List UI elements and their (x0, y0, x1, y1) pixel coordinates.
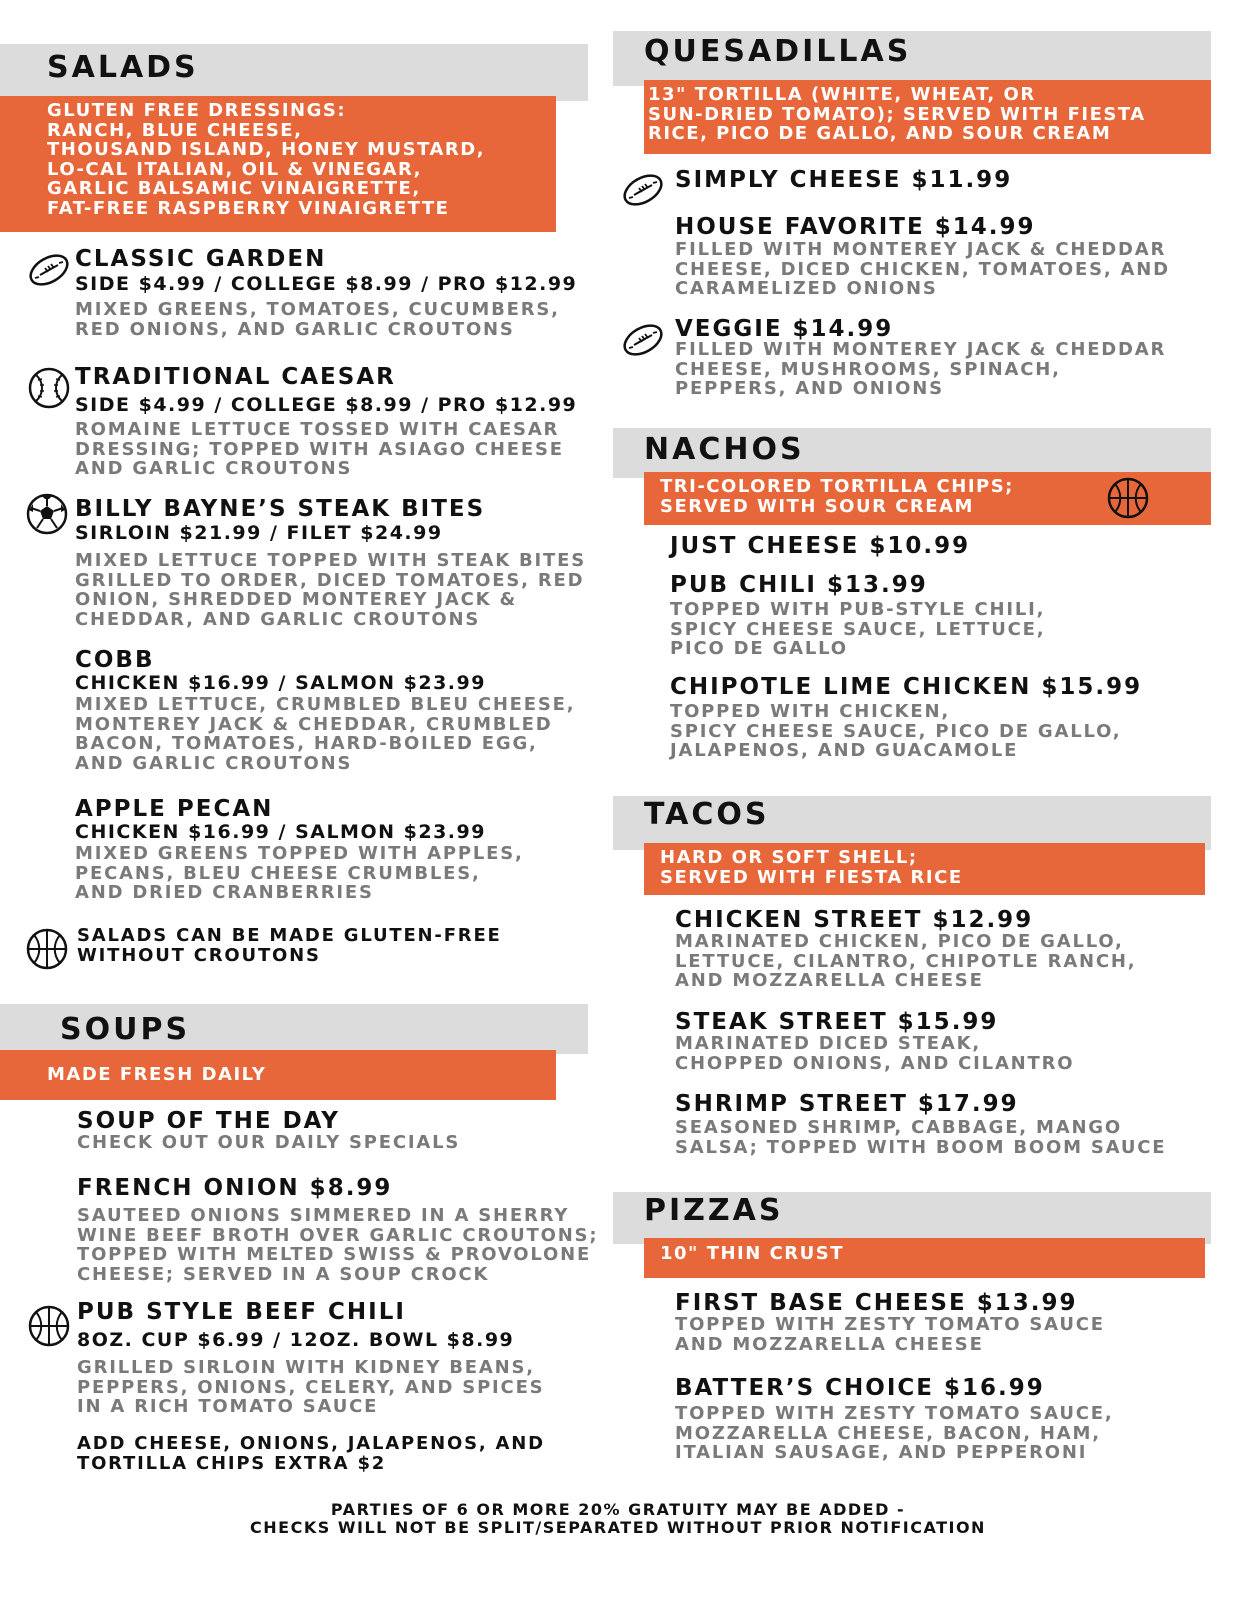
menu-item-name: SHRIMP STREET $17.99 (675, 1091, 1019, 1117)
menu-item-name: SIMPLY CHEESE $11.99 (675, 167, 1013, 193)
menu-item-name: BILLY BAYNE’S STEAK BITES (75, 496, 486, 522)
gratuity-footer-note: PARTIES OF 6 OR MORE 20% GRATUITY MAY BE ADDED - CHECKS WILL NOT BE SPLIT/SEPARATED WITHOUT PRIOR NOTIFICATION (250, 1500, 986, 1537)
menu-item-name: STEAK STREET $15.99 (675, 1009, 999, 1035)
salads-gluten-free-note: SALADS CAN BE MADE GLUTEN-FREE WITHOUT CROUTONS (77, 925, 502, 966)
menu-item-name: FRENCH ONION $8.99 (77, 1175, 393, 1201)
menu-item-price: SIDE $4.99 / COLLEGE $8.99 / PRO $12.99 (75, 394, 578, 416)
menu-item-description: CHECK OUT OUR DAILY SPECIALS (77, 1132, 461, 1153)
menu-item-description: SAUTEED ONIONS SIMMERED IN A SHERRY WINE BEEF BROTH OVER GARLIC CROUTONS; TOPPED WITH MELTED SWISS & PROVOLONE CHEESE; SERVED IN A SOUP CROCK (77, 1205, 599, 1285)
menu-item-price: SIRLOIN $21.99 / FILET $24.99 (75, 522, 443, 544)
football-icon (27, 248, 71, 292)
menu-item-price: CHICKEN $16.99 / SALMON $23.99 (75, 821, 486, 843)
menu-item-name: FIRST BASE CHEESE $13.99 (675, 1290, 1078, 1316)
salads-dressings-text: GLUTEN FREE DRESSINGS: RANCH, BLUE CHEESE, THOUSAND ISLAND, HONEY MUSTARD, LO-CAL ITALIAN, OIL & VINEGAR, GARLIC BALSAMIC VINAIGRETTE, FAT-FREE RASPBERRY VINAIGRETTE (47, 100, 486, 219)
menu-item-price: SIDE $4.99 / COLLEGE $8.99 / PRO $12.99 (75, 273, 578, 295)
soups-title: SOUPS (60, 1012, 191, 1047)
salads-title: SALADS (47, 50, 199, 85)
menu-item-name: CHIPOTLE LIME CHICKEN $15.99 (670, 674, 1143, 700)
football-icon (621, 318, 665, 362)
basketball-icon (25, 927, 69, 971)
menu-item-description: ROMAINE LETTUCE TOSSED WITH CAESAR DRESSING; TOPPED WITH ASIAGO CHEESE AND GARLIC CROUTONS (75, 419, 564, 479)
football-icon (621, 168, 665, 212)
menu-item-name: CLASSIC GARDEN (75, 246, 327, 272)
soups-add-ons-note: ADD CHEESE, ONIONS, JALAPENOS, AND TORTILLA CHIPS EXTRA $2 (77, 1433, 545, 1474)
quesadillas-title: QUESADILLAS (644, 34, 912, 69)
soccer-ball-icon (25, 492, 69, 536)
menu-item-description: MARINATED CHICKEN, PICO DE GALLO, LETTUCE, CILANTRO, CHIPOTLE RANCH, AND MOZZARELLA CHEESE (675, 931, 1137, 991)
nachos-banner-text: TRI-COLORED TORTILLA CHIPS; SERVED WITH SOUR CREAM (660, 476, 1014, 517)
nachos-title: NACHOS (644, 432, 805, 467)
menu-item-name: SOUP OF THE DAY (77, 1108, 340, 1134)
menu-item-description: MARINATED DICED STEAK, CHOPPED ONIONS, AND CILANTRO (675, 1033, 1075, 1074)
menu-item-price: 8OZ. CUP $6.99 / 12OZ. BOWL $8.99 (77, 1329, 515, 1351)
menu-item-description: MIXED GREENS TOPPED WITH APPLES, PECANS, BLEU CHEESE CRUMBLES, AND DRIED CRANBERRIES (75, 843, 524, 903)
menu-item-description: MIXED LETTUCE TOPPED WITH STEAK BITES GRILLED TO ORDER, DICED TOMATOES, RED ONION, SHREDDED MONTEREY JACK & CHEDDAR, AND GARLIC CROUTONS (75, 550, 586, 630)
menu-item-name: BATTER’S CHOICE $16.99 (675, 1375, 1045, 1401)
quesadillas-banner-text: 13" TORTILLA (WHITE, WHEAT, OR SUN-DRIED TOMATO); SERVED WITH FIESTA RICE, PICO DE GALLO, AND SOUR CREAM (648, 84, 1146, 144)
menu-item-name: JUST CHEESE $10.99 (670, 533, 971, 559)
menu-item-description: SEASONED SHRIMP, CABBAGE, MANGO SALSA; TOPPED WITH BOOM BOOM SAUCE (675, 1117, 1167, 1158)
menu-item-name: COBB (75, 647, 155, 673)
baseball-icon (27, 366, 71, 410)
menu-item-name: TRADITIONAL CAESAR (75, 364, 396, 390)
menu-item-description: FILLED WITH MONTEREY JACK & CHEDDAR CHEESE, MUSHROOMS, SPINACH, PEPPERS, AND ONIONS (675, 339, 1167, 399)
menu-item-name: HOUSE FAVORITE $14.99 (675, 214, 1036, 240)
pizzas-title: PIZZAS (644, 1193, 784, 1228)
menu-item-description: TOPPED WITH ZESTY TOMATO SAUCE AND MOZZARELLA CHEESE (675, 1314, 1105, 1355)
basketball-icon (27, 1304, 71, 1348)
menu-item-name: CHICKEN STREET $12.99 (675, 907, 1034, 933)
basketball-icon (1106, 476, 1150, 520)
pizzas-banner-text: 10" THIN CRUST (660, 1243, 844, 1264)
menu-item-name: PUB CHILI $13.99 (670, 572, 928, 598)
menu-item-description: GRILLED SIRLOIN WITH KIDNEY BEANS, PEPPERS, ONIONS, CELERY, AND SPICES IN A RICH TOMATO SAUCE (77, 1357, 545, 1417)
tacos-title: TACOS (644, 797, 770, 832)
menu-item-description: FILLED WITH MONTEREY JACK & CHEDDAR CHEESE, DICED CHICKEN, TOMATOES, AND CARAMELIZED ONIONS (675, 239, 1170, 299)
menu-item-name: VEGGIE $14.99 (675, 316, 894, 342)
menu-item-name: APPLE PECAN (75, 796, 274, 822)
menu-item-description: TOPPED WITH CHICKEN, SPICY CHEESE SAUCE, PICO DE GALLO, JALAPENOS, AND GUACAMOLE (670, 701, 1122, 761)
soups-banner-text: MADE FRESH DAILY (47, 1064, 267, 1085)
menu-item-description: MIXED GREENS, TOMATOES, CUCUMBERS, RED ONIONS, AND GARLIC CROUTONS (75, 299, 560, 340)
tacos-banner-text: HARD OR SOFT SHELL; SERVED WITH FIESTA RICE (660, 847, 963, 888)
menu-item-description: TOPPED WITH ZESTY TOMATO SAUCE, MOZZARELLA CHEESE, BACON, HAM, ITALIAN SAUSAGE, AND PEPPERONI (675, 1403, 1114, 1463)
menu-item-description: MIXED LETTUCE, CRUMBLED BLEU CHEESE, MONTEREY JACK & CHEDDAR, CRUMBLED BACON, TOMATOES, HARD-BOILED EGG, AND GARLIC CROUTONS (75, 694, 576, 774)
menu-item-description: TOPPED WITH PUB-STYLE CHILI, SPICY CHEESE SAUCE, LETTUCE, PICO DE GALLO (670, 599, 1046, 659)
menu-item-price: CHICKEN $16.99 / SALMON $23.99 (75, 672, 486, 694)
menu-item-name: PUB STYLE BEEF CHILI (77, 1299, 406, 1325)
